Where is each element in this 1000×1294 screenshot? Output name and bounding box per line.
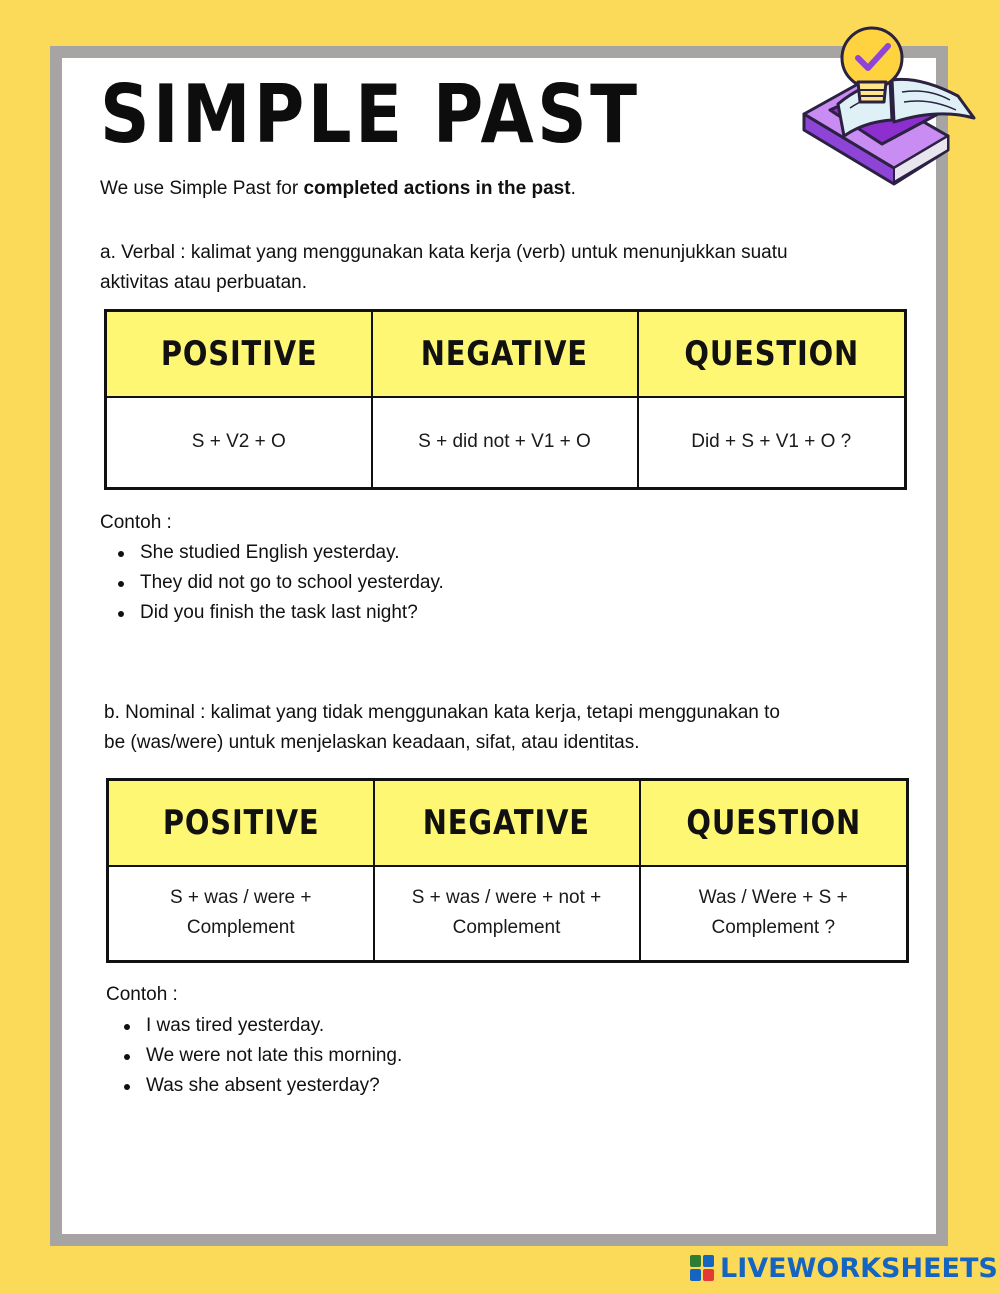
nominal-formula-table	[106, 778, 909, 963]
verbal-example-list	[100, 538, 444, 628]
page-title: SIMPLE PAST	[100, 68, 641, 161]
verbal-description-line: a. Verbal : kalimat yang menggunakan kata kerja (verb) untuk menunjukkan suatu	[100, 242, 788, 263]
verbal-formula-table	[104, 309, 907, 490]
list-item: Was she absent yesterday?	[106, 1071, 402, 1101]
formula-negative: S + did not + V1 + O	[372, 397, 638, 489]
verbal-description	[100, 238, 900, 298]
formula-question: Did + S + V1 + O ?	[638, 397, 906, 489]
table-row	[108, 866, 908, 962]
liveworksheets-brand[interactable]	[690, 1252, 998, 1284]
nominal-description-line: b. Nominal : kalimat yang tidak menggunakan kata kerja, tetapi menggunakan to	[104, 702, 780, 723]
nominal-example-list	[106, 1011, 402, 1101]
list-item: I was tired yesterday.	[106, 1011, 402, 1041]
nominal-description-line: be (was/were) untuk menjelaskan keadaan, sifat, atau identitas.	[104, 732, 640, 753]
formula-question: Was / Were + S + Complement ?	[640, 866, 908, 962]
header-positive: POSITIVE	[108, 780, 374, 866]
list-item: They did not go to school yesterday.	[100, 568, 444, 598]
header-question: QUESTION	[640, 780, 908, 866]
table-header-row	[108, 780, 908, 866]
table-header-row	[106, 311, 906, 397]
header-negative: NEGATIVE	[372, 311, 638, 397]
list-item: She studied English yesterday.	[100, 538, 444, 568]
header-question: QUESTION	[638, 311, 906, 397]
header-negative: NEGATIVE	[374, 780, 640, 866]
intro-text: We use Simple Past for	[100, 178, 304, 199]
brand-name: LIVEWORKSHEETS	[720, 1252, 998, 1284]
verbal-examples-label: Contoh :	[100, 512, 172, 533]
formula-positive: S + V2 + O	[106, 397, 372, 489]
intro-sentence	[100, 178, 576, 200]
table-row	[106, 397, 906, 489]
header-positive: POSITIVE	[106, 311, 372, 397]
lightbulb-book-icon	[798, 18, 988, 193]
verbal-description-line: aktivitas atau perbuatan.	[100, 272, 308, 293]
list-item: We were not late this morning.	[106, 1041, 402, 1071]
formula-negative: S + was / were + not + Complement	[374, 866, 640, 962]
formula-positive: S + was / were + Complement	[108, 866, 374, 962]
nominal-description	[104, 698, 914, 758]
list-item: Did you finish the task last night?	[100, 598, 444, 628]
intro-period: .	[570, 178, 576, 199]
nominal-examples-label: Contoh :	[106, 984, 178, 1005]
liveworksheets-logo-icon	[690, 1255, 714, 1281]
intro-bold-text: completed actions in the past	[303, 178, 571, 199]
